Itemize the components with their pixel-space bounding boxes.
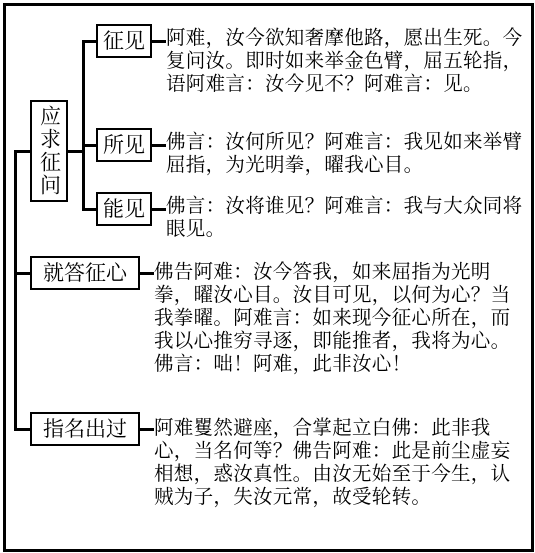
connector-main-vertical xyxy=(14,150,17,430)
connector-to-child-1 xyxy=(82,40,96,43)
connector-root-vertical xyxy=(82,40,85,208)
node-child-2-text: 佛言：汝何所见？阿难言：我见如来举臂屈指，为光明拳，曜我心目。 xyxy=(166,130,523,176)
node-child-1 xyxy=(96,24,152,58)
connector-child-2-text xyxy=(152,144,166,147)
node-child-2-label: 所见 xyxy=(103,132,145,157)
connector-to-root xyxy=(14,150,30,153)
connector-to-section-1 xyxy=(14,272,30,275)
node-section-2 xyxy=(30,412,140,446)
connector-to-section-2 xyxy=(14,428,30,431)
connector-child-3-text xyxy=(152,208,166,211)
connector-section-2-text xyxy=(140,428,154,431)
node-section-1-text: 佛告阿难：汝今答我，如来屈指为光明拳，曜汝心目。汝目可见，以何为心？当我拳曜。阿难言：如来现今征心所在，而我以心推穷寻逐，即能推者，我将为心。佛言：咄！阿难，此非汝心！ xyxy=(154,260,511,375)
node-section-1-label: 就答征心 xyxy=(43,260,127,285)
node-section-1 xyxy=(30,256,140,290)
node-child-1-label: 征见 xyxy=(103,28,145,53)
node-section-2-label: 指名出过 xyxy=(43,416,127,441)
node-root-label: 应求征问 xyxy=(37,105,62,197)
connector-section-1-text xyxy=(140,272,154,275)
node-child-3-text: 佛言：汝将谁见？阿难言：我与大众同将眼见。 xyxy=(166,194,523,240)
connector-child-1-text xyxy=(152,40,166,43)
node-child-2 xyxy=(96,128,152,162)
connector-root-out xyxy=(68,150,82,153)
node-section-2-text: 阿难矍然避座，合掌起立白佛：此非我心，当名何等？佛告阿难：此是前尘虚妄相想，惑汝真性。由汝无始至于今生，认贼为子，失汝元常，故受轮转。 xyxy=(154,416,511,508)
node-root xyxy=(30,100,68,202)
connector-to-child-3 xyxy=(82,208,96,211)
connector-to-child-2 xyxy=(82,144,96,147)
node-child-3-label: 能见 xyxy=(103,196,145,221)
node-child-3 xyxy=(96,192,152,226)
node-child-1-text: 阿难，汝今欲知奢摩他路，愿出生死。今复问汝。即时如来举金色臂，屈五轮指，语阿难言：汝今见不？阿难言：见。 xyxy=(166,26,523,95)
